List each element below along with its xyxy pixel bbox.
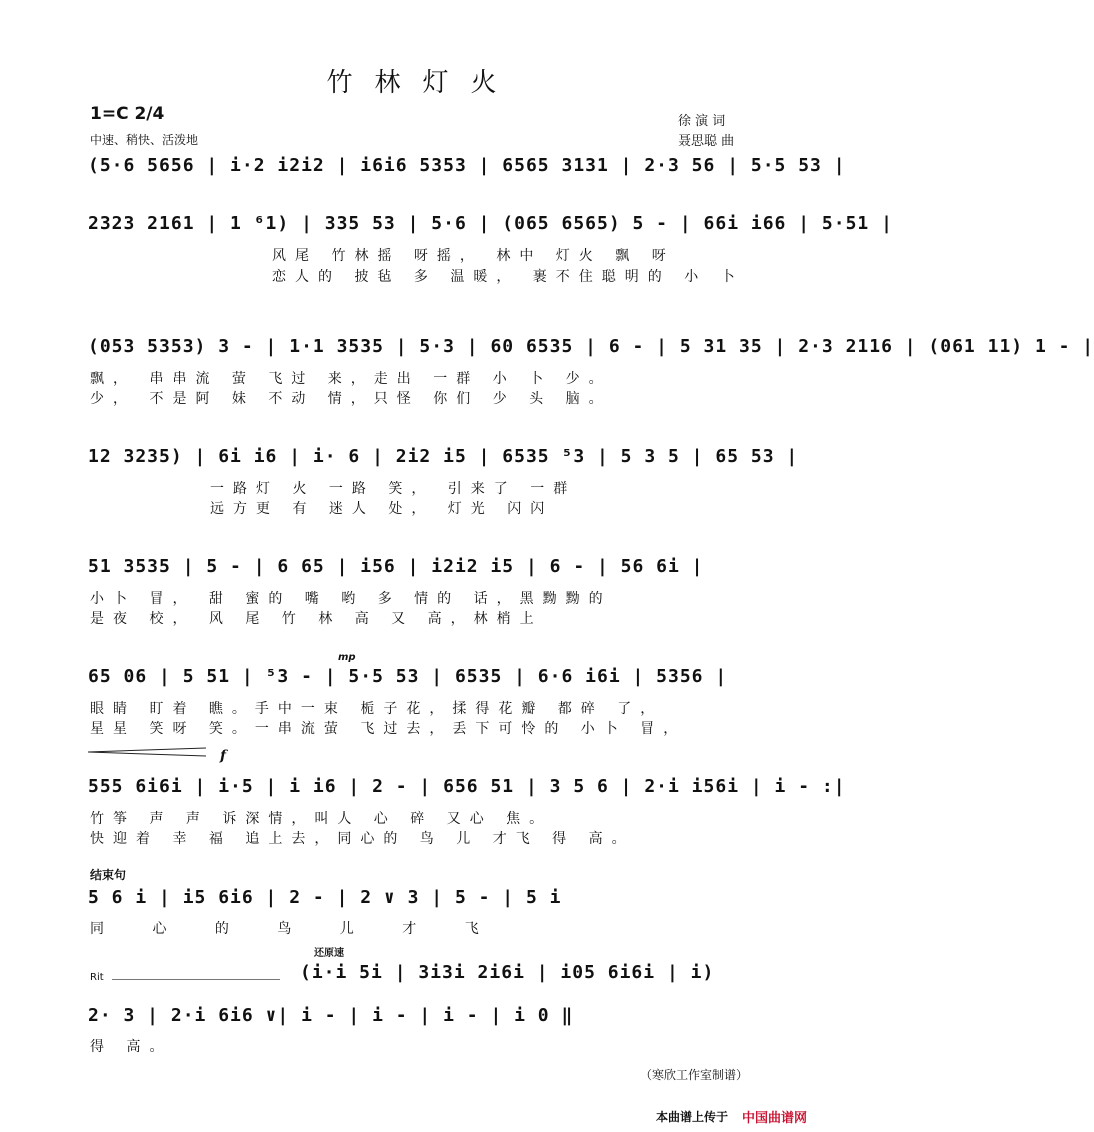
score-row-8-lyrics: 同 心 的 鸟 儿 才 飞	[90, 921, 501, 937]
score-row-7-lyrics-verse1: 竹筝 声 声 诉深情，叫人 心 碎 又心 焦。	[90, 811, 553, 827]
interlude-notes: (i·i 5i | 3i3i 2i6i | i05 6i6i | i)	[300, 962, 715, 983]
dynamics-mp: mp	[338, 652, 356, 663]
score-row-5-notes: 51 3535 | 5 - | 6 65 | i56 | i2i2 i5 | 6 - | 56 6i |	[88, 556, 704, 577]
crescendo-hairpin	[88, 742, 208, 752]
score-row-3-lyrics-verse1: 飘， 串串流 萤 飞过 来，走出 一群 小 卜 少。	[90, 371, 612, 387]
rit-line	[112, 979, 280, 980]
score-row-7-notes: 555 6i6i | i·5 | i i6 | 2 - | 656 51 | 3 5 6 | 2·i i56i | i - :|	[88, 776, 846, 797]
score-row-9-lyrics: 得 高。	[90, 1039, 173, 1055]
score-row-1-notes: (5·6 5656 | i·2 i2i2 | i6i6 5353 | 6565 3131 | 2·3 56 | 5·5 53 |	[88, 155, 846, 176]
transcriber-note: （寒欣工作室制谱）	[640, 1068, 749, 1082]
score-row-4-notes: 12 3235) | 6i i6 | i· 6 | 2i2 i5 | 6535 ⁵3 | 5 3 5 | 65 53 |	[88, 446, 799, 467]
rit-label: Rit	[90, 972, 104, 983]
song-title: 竹林灯火	[326, 68, 519, 98]
score-row-5-lyrics-verse1: 小卜 冒， 甜 蜜的 嘴 哟 多 情的 话，黑黝黝的	[90, 591, 612, 607]
score-row-2-notes: 2323 2161 | 1 ⁶1) | 335 53 | 5·6 | (065 6565) 5 - | 66i i66 | 5·51 |	[88, 213, 893, 234]
ending-label: 结束句	[90, 868, 127, 882]
site-logo: 中国曲谱网	[742, 1111, 808, 1126]
score-row-6-lyrics-verse1: 眼睛 盯着 瞧。手中一束 栀子花，揉得花瓣 都碎 了，	[90, 701, 664, 717]
score-row-6-notes: 65 06 | 5 51 | ⁵3 - | 5·5 53 | 6535 | 6·6 i6i | 5356 |	[88, 666, 728, 687]
upload-text: 本曲谱上传于	[656, 1110, 729, 1124]
score-row-4-lyrics-verse2: 远方更 有 迷人 处， 灯光 闪闪	[210, 501, 554, 517]
original-tempo-label: 还原速	[314, 948, 344, 959]
score-row-3-notes: (053 5353) 3 - | 1·1 3535 | 5·3 | 60 6535 | 6 - | 5 31 35 | 2·3 2116 | (061 11) 1 - |	[88, 336, 1094, 357]
lyricist-credit: 徐 演 词	[678, 114, 726, 129]
tempo-marking: 中速、稍快、活泼地	[90, 133, 199, 147]
score-row-2-lyrics-verse2: 恋人的 披毡 多 温暖， 裹不住聪明的 小 卜	[272, 269, 744, 285]
score-row-2-lyrics-verse1: 风尾 竹林摇 呀摇， 林中 灯火 飘 呀	[272, 248, 675, 264]
key-signature: 1=C 2/4	[90, 104, 165, 124]
score-row-9-notes: 2· 3 | 2·i 6i6 ∨| i - | i - | i - | i 0 ‖	[88, 1005, 574, 1026]
score-row-3-lyrics-verse2: 少， 不是阿 妹 不动 情，只怪 你们 少 头 脑。	[90, 391, 612, 407]
score-row-6-lyrics-verse2: 星星 笑呀 笑。一串流萤 飞过去，丢下可怜的 小卜 冒，	[90, 721, 687, 737]
dynamics-f: f	[220, 748, 227, 764]
score-row-4-lyrics-verse1: 一路灯 火 一路 笑， 引来了 一群	[210, 481, 577, 497]
score-row-5-lyrics-verse2: 是夜 校， 风 尾 竹 林 高 又 高，林梢上	[90, 611, 543, 627]
score-row-7-lyrics-verse2: 快迎着 幸 福 追上去，同心的 鸟 儿 才飞 得 高。	[90, 831, 635, 847]
composer-credit: 聂思聪 曲	[678, 134, 735, 149]
score-row-8-notes: 5 6 i | i5 6i6 | 2 - | 2 ∨ 3 | 5 - | 5 i	[88, 887, 562, 908]
